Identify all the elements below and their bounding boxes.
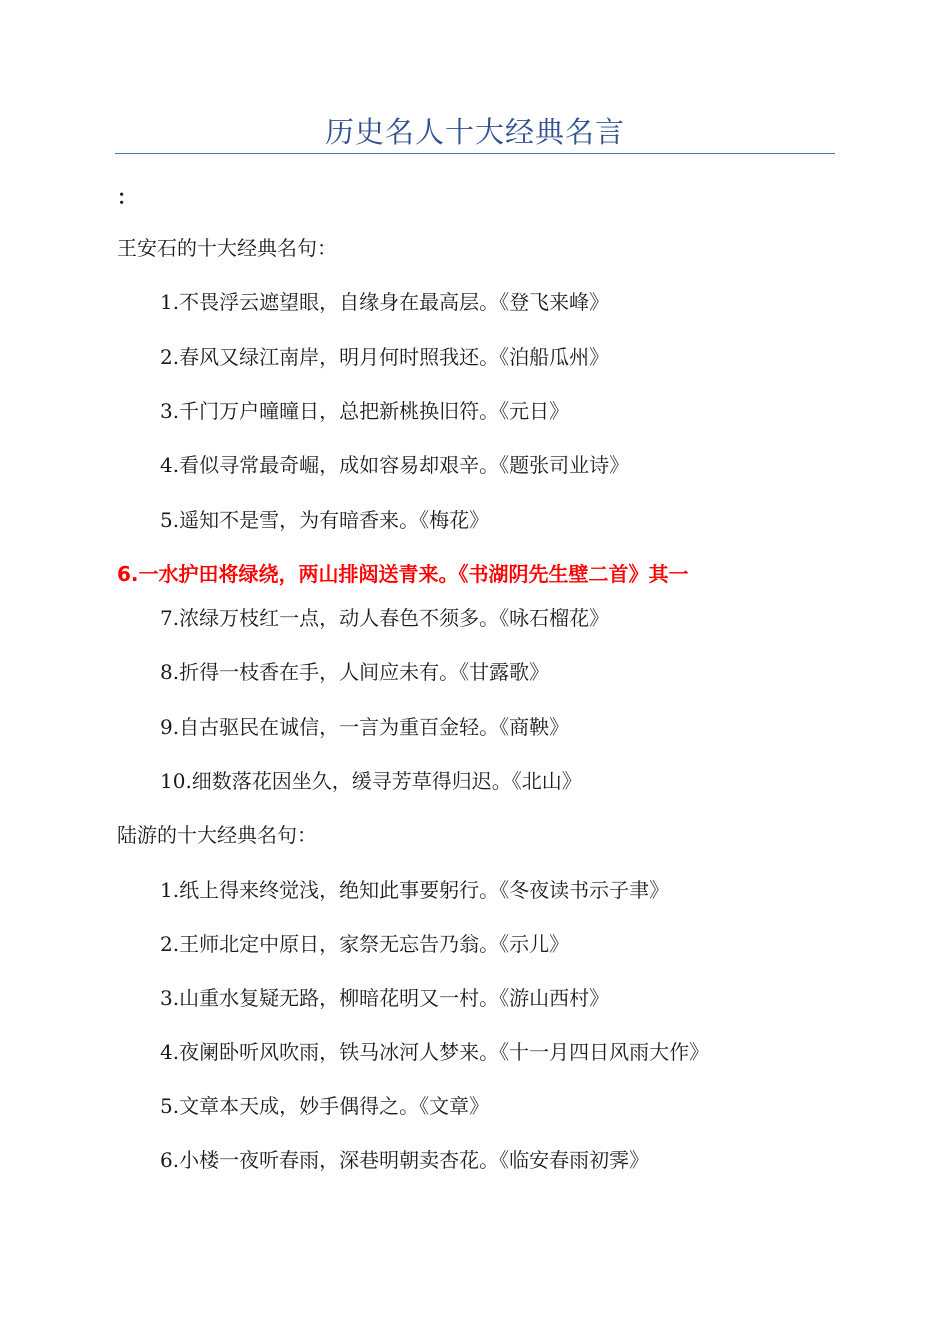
colon-mark: ： — [117, 185, 137, 209]
list-item: 5.遥知不是雪，为有暗香来。《梅花》 — [160, 508, 490, 532]
list-item: 8.折得一枝香在手，人间应未有。《甘露歌》 — [160, 660, 550, 684]
list-item: 1.纸上得来终觉浅，绝知此事要躬行。《冬夜读书示子聿》 — [160, 878, 670, 902]
list-item: 10.细数落花因坐久，缓寻芳草得归迟。《北山》 — [160, 769, 582, 793]
section-heading-wang-anshi: 王安石的十大经典名句： — [117, 236, 337, 260]
list-item: 4.夜阑卧听风吹雨，铁马冰河人梦来。《十一月四日风雨大作》 — [160, 1040, 710, 1064]
list-item: 2.春风又绿江南岸，明月何时照我还。《泊船瓜州》 — [160, 345, 610, 369]
list-item: 1.不畏浮云遮望眼，自缘身在最高层。《登飞来峰》 — [160, 290, 610, 314]
section-heading-lu-you: 陆游的十大经典名句： — [117, 823, 317, 847]
list-item: 3.山重水复疑无路，柳暗花明又一村。《游山西村》 — [160, 986, 610, 1010]
page-title: 历史名人十大经典名言 — [324, 115, 625, 149]
list-item: 5.文章本天成，妙手偶得之。《文章》 — [160, 1094, 490, 1118]
highlighted-list-item: 6.一水护田将绿绕，两山排闼送青来。《书湖阴先生壁二首》其一 — [117, 562, 689, 586]
list-item: 9.自古驱民在诚信，一言为重百金轻。《商鞅》 — [160, 715, 570, 739]
list-item: 7.浓绿万枝红一点，动人春色不须多。《咏石榴花》 — [160, 606, 610, 630]
list-item: 2.王师北定中原日，家祭无忘告乃翁。《示儿》 — [160, 932, 570, 956]
list-item: 3.千门万户曈曈日，总把新桃换旧符。《元日》 — [160, 399, 570, 423]
list-item: 4.看似寻常最奇崛，成如容易却艰辛。《题张司业诗》 — [160, 453, 630, 477]
title-underline — [115, 153, 835, 154]
list-item: 6.小楼一夜听春雨，深巷明朝卖杏花。《临安春雨初霁》 — [160, 1148, 650, 1172]
